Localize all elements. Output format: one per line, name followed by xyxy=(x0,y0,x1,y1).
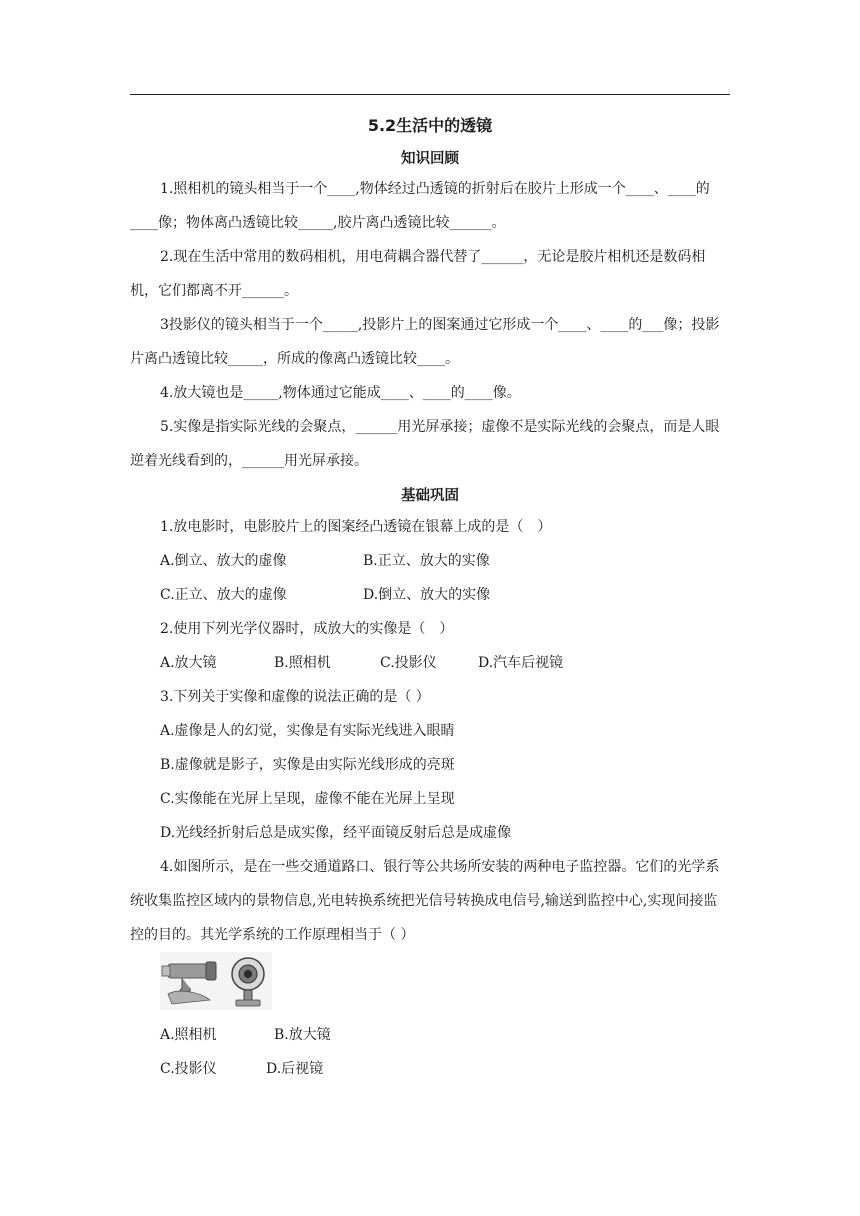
review-question-5: 5.实像是指实际光线的会聚点，______用光屏承接；虚像不是实际光线的会聚点，而是人眼逆着光线看到的，______用光屏承接。 xyxy=(130,419,720,469)
basic-question-3-option-c: C.实像能在光屏上呈现，虚像不能在光屏上呈现 xyxy=(160,791,455,807)
option-c: C.正立、放大的虚像 xyxy=(160,587,287,603)
review-question-2: 2.现在生活中常用的数码相机，用电荷耦合器代替了______，无论是胶片相机还是数码相机，它们都离不开______。 xyxy=(130,249,706,299)
option-b: B.正立、放大的实像 xyxy=(363,553,490,569)
review-question-4: 4.放大镜也是_____,物体通过它能成____、____的____像。 xyxy=(160,385,521,401)
review-question-1: 1.照相机的镜头相当于一个____,物体经过凸透镜的折射后在胶片上形成一个____、____的____像；物体离凸透镜比较_____,胶片离凸透镜比较______。 xyxy=(130,181,710,231)
basic-question-2-stem: 2.使用下列光学仪器时，成放大的实像是（ ） xyxy=(160,621,454,637)
option-d: D.后视镜 xyxy=(266,1061,324,1077)
basic-question-4-stem: 4.如图所示，是在一些交通道路口、银行等公共场所安装的两种电子监控器。它们的光学系统收集监控区域内的景物信息,光电转换系统把光信号转换成电信号,输送到监控中心,实现间接监控的目的。其光学系统的工作原理相当于（ ） xyxy=(130,859,720,943)
option-b: B.照相机 xyxy=(274,655,331,671)
option-a: A.放大镜 xyxy=(160,655,217,671)
basic-question-3-stem: 3.下列关于实像和虚像的说法正确的是（ ） xyxy=(160,689,430,705)
section-heading-basic: 基础巩固 xyxy=(401,488,459,504)
document-title: 5.2生活中的透镜 xyxy=(367,116,493,135)
surveillance-cameras-figure xyxy=(160,952,272,1010)
option-c: C.投影仪 xyxy=(160,1061,217,1077)
option-a: A.倒立、放大的虚像 xyxy=(160,553,287,569)
option-c: C.投影仪 xyxy=(380,655,437,671)
option-d: D.汽车后视镜 xyxy=(478,655,564,671)
review-question-3: 3投影仪的镜头相当于一个_____,投影片上的图案通过它形成一个____、____的___像；投影片离凸透镜比较_____，所成的像离凸透镜比较____。 xyxy=(130,317,720,367)
option-b: B.放大镜 xyxy=(274,1027,331,1043)
surveillance-camera-icon xyxy=(160,952,272,1010)
option-d: D.倒立、放大的实像 xyxy=(363,587,491,603)
option-a: A.照相机 xyxy=(160,1027,217,1043)
basic-question-3-option-a: A.虚像是人的幻觉，实像是有实际光线进入眼睛 xyxy=(160,723,455,739)
header-rule xyxy=(130,94,730,95)
basic-question-3-option-d: D.光线经折射后总是成实像，经平面镜反射后总是成虚像 xyxy=(160,825,512,841)
basic-question-1-stem: 1.放电影时，电影胶片上的图案经凸透镜在银幕上成的是（ ） xyxy=(160,519,552,535)
section-heading-review: 知识回顾 xyxy=(401,151,459,167)
basic-question-3-option-b: B.虚像就是影子，实像是由实际光线形成的亮斑 xyxy=(160,757,455,773)
